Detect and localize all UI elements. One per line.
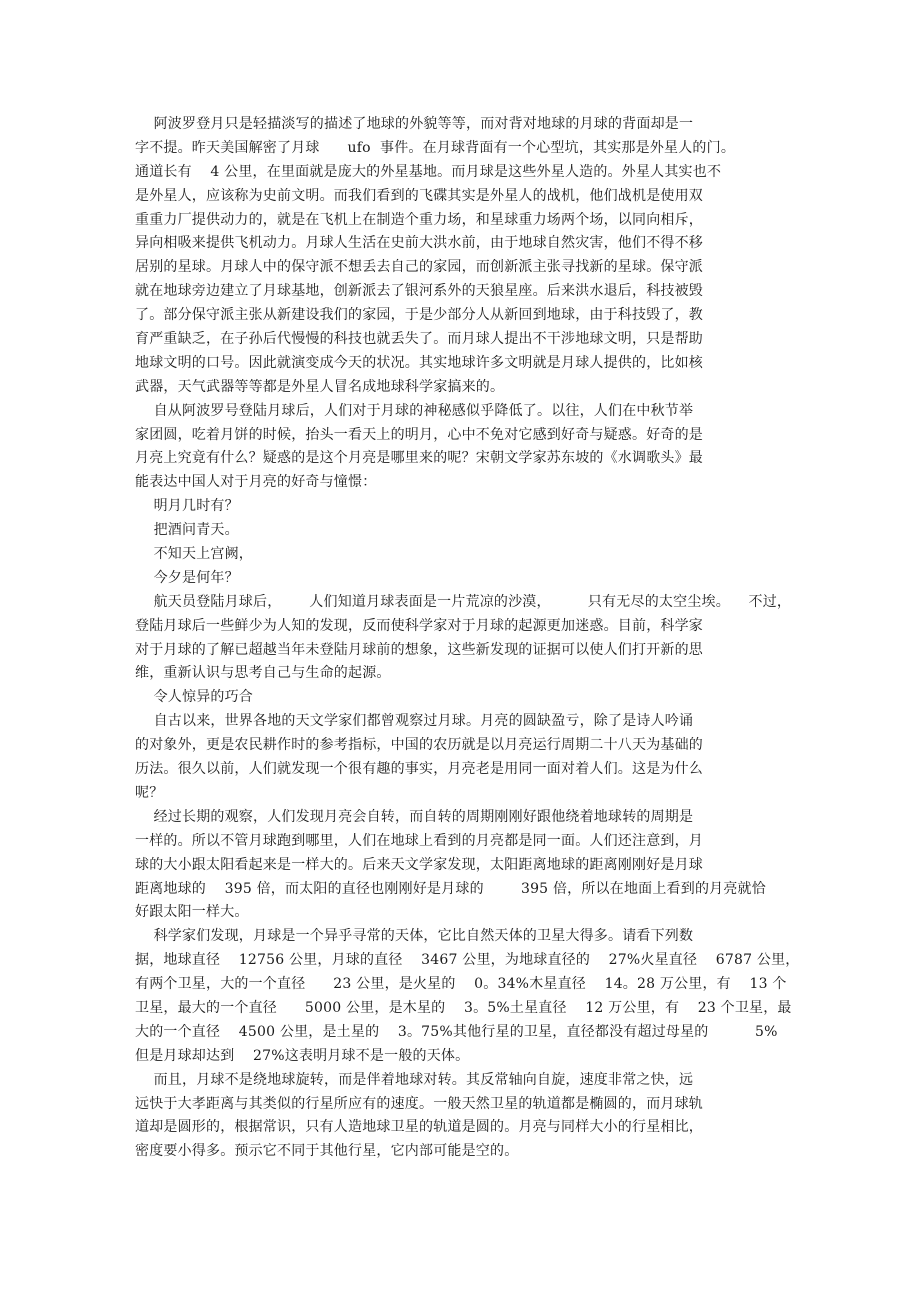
text-line: 卫星，最大的一个直径 5000 公里，是木星的 3。5%土星直径 12 万公里，有 23 个卫星，最	[135, 999, 792, 1016]
text-line: 经过长期的观察，人们发现月亮会自转，而自转的周期刚刚好跟他绕着地球转的周期是	[135, 808, 694, 825]
text-line: 呢？	[135, 784, 164, 801]
text-line: 是外星人，应该称为史前文明。而我们看到的飞碟其实是外星人的战机，他们战机是使用双	[135, 187, 703, 204]
text-line: 而且，月球不是绕地球旋转，而是伴着地球对转。其反常轴向自旋，速度非常之快，远	[135, 1071, 694, 1088]
document-body	[135, 113, 800, 1164]
text-line: 就在地球旁边建立了月球基地，创新派去了银河系外的天狼星座。后来洪水退后，科技被毁	[135, 283, 703, 300]
text-line: 但是月球却达到 27%这表明月球不是一般的天体。	[135, 1047, 470, 1064]
text-line: 一样的。所以不管月球跑到哪里，人们在地球上看到的月亮都是同一面。人们还注意到，月	[135, 832, 703, 849]
text-line: 今夕是何年？	[135, 569, 239, 586]
text-line: 密度要小得多。预示它不同于其他行星，它内部可能是空的。	[135, 1143, 519, 1160]
text-line: 武器，天气武器等等都是外星人冒名成地球科学家搞来的。	[135, 378, 505, 395]
text-line: 令人惊异的巧合	[135, 689, 254, 706]
text-line: 了。部分保守派主张从新建设我们的家园，于是少部分人从新回到地球，由于科技毁了，教	[135, 307, 703, 324]
text-line: 通道长有 4 公里，在里面就是庞大的外星基地。而月球是这些外星人造的。外星人其实也不	[135, 163, 722, 180]
text-line: 据，地球直径 12756 公里，月球的直径 3467 公里，为地球直径的 27%火星直径 6787 公里，	[135, 952, 800, 969]
text-line: 能表达中国人对于月亮的好奇与憧憬：	[135, 474, 377, 491]
text-line: 历法。很久以前，人们就发现一个很有趣的事实，月亮老是用同一面对着人们。这是为什么	[135, 761, 703, 778]
text-line: 家团圆，吃着月饼的时候，抬头一看天上的明月，心中不免对它感到好奇与疑惑。好奇的是	[135, 426, 703, 443]
text-line: 登陆月球后一些鲜少为人知的发现，反而使科学家对于月球的起源更加迷惑。目前，科学家	[135, 617, 703, 634]
text-line: 字不提。昨天美国解密了月球 ufo 事件。在月球背面有一个心型坑，其实那是外星人的门。	[135, 139, 736, 156]
text-line: 道却是圆形的，根据常识，只有人造地球卫星的轨道是圆的。月亮与同样大小的行星相比，	[135, 1119, 703, 1136]
text-line: 有两个卫星，大的一个直径 23 公里，是火星的 0。34%木星直径 14。28 万公里，有 13 个	[135, 976, 787, 993]
text-line: 重重力厂提供动力的，就是在飞机上在制造个重力场，和星球重力场两个场，以同向相斥，	[135, 211, 703, 228]
text-line: 自从阿波罗号登陆月球后，人们对于月球的神秘感似乎降低了。以往，人们在中秋节举	[135, 402, 694, 419]
text-line: 不知天上宫阙，	[135, 546, 254, 563]
text-line: 航天员登陆月球后， 人们知道月球表面是一片荒凉的沙漠， 只有无尽的太空尘埃。 不过，	[135, 593, 792, 610]
text-line: 的对象外，更是农民耕作时的参考指标，中国的农历就是以月亮运行周期二十八天为基础的	[135, 737, 703, 754]
text-line: 球的大小跟太阳看起来是一样大的。后来天文学家发现，太阳距离地球的距离刚刚好是月球	[135, 856, 703, 873]
text-line: 明月几时有？	[135, 498, 239, 515]
text-line: 月亮上究竟有什么？疑惑的是这个月亮是哪里来的呢？宋朝文学家苏东坡的《水调歌头》最	[135, 450, 703, 467]
text-line: 自古以来，世界各地的天文学家们都曾观察过月球。月亮的圆缺盈亏，除了是诗人吟诵	[135, 713, 694, 730]
text-line: 好跟太阳一样大。	[135, 904, 249, 921]
text-line: 居别的星球。月球人中的保守派不想丢去自己的家园，而创新派主张寻找新的星球。保守派	[135, 259, 703, 276]
text-line: 对于月球的了解已超越当年未登陆月球前的想象，这些新发现的证据可以使人们打开新的思	[135, 641, 703, 658]
text-line: 大的一个直径 4500 公里，是土星的 3。75%其他行星的卫星，直径都没有超过母星的 5%	[135, 1023, 778, 1040]
text-line: 科学家们发现，月球是一个异乎寻常的天体，它比自然天体的卫星大得多。请看下列数	[135, 928, 694, 945]
text-line: 育严重缺乏，在子孙后代慢慢的科技也就丢失了。而月球人提出不干涉地球文明，只是帮助	[135, 331, 703, 348]
text-line: 远快于大孝距离与其类似的行星所应有的速度。一般天然卫星的轨道都是椭圆的，而月球轨	[135, 1095, 703, 1112]
text-line: 距离地球的 395 倍，而太阳的直径也刚刚好是月球的 395 倍，所以在地面上看到的月亮就恰	[135, 880, 766, 897]
text-line: 阿波罗登月只是轻描淡写的描述了地球的外貌等等，而对背对地球的月球的背面却是一	[135, 116, 694, 132]
text-line: 维，重新认识与思考自己与生命的起源。	[135, 665, 391, 682]
text-line: 把酒问青天。	[135, 522, 239, 539]
text-line: 地球文明的口号。因此就演变成今天的状况。其实地球许多文明就是月球人提供的，比如核	[135, 354, 703, 371]
text-line: 异向相吸来提供飞机动力。月球人生活在史前大洪水前，由于地球自然灾害，他们不得不移	[135, 235, 703, 252]
